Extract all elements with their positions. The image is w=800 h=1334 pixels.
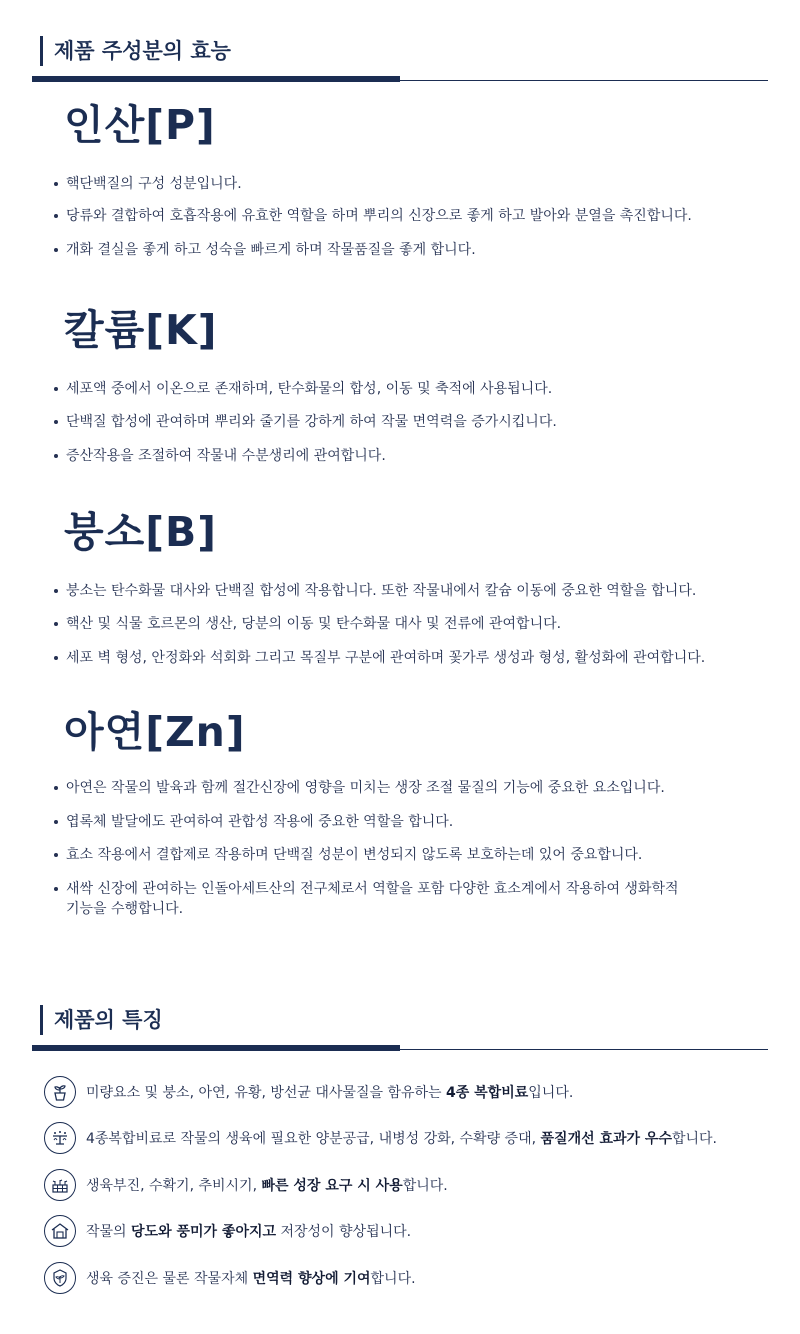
feature-text: 작물의 당도와 풍미가 좋아지고 저장성이 향상됩니다. <box>86 1224 412 1240</box>
section-rule-thick <box>32 76 400 82</box>
seedling-tray-icon <box>44 1169 76 1201</box>
bullet-dot <box>54 820 58 824</box>
bullet-dot <box>54 387 58 391</box>
bullet-dot <box>54 853 58 857</box>
nutrient-title: 칼륨[K] <box>64 306 218 354</box>
storage-house-icon <box>44 1215 76 1247</box>
section-rule-thick <box>32 1045 400 1051</box>
feature-item <box>44 1076 784 1112</box>
bullet-dot <box>54 656 58 660</box>
section-title: 제품의 특징 <box>54 1008 163 1032</box>
feature-text: 미량요소 및 붕소, 아연, 유황, 방선균 대사물질을 함유하는 4종 복합비료입니다. <box>86 1085 574 1101</box>
section-rule-thin <box>400 1049 768 1050</box>
feature-text: 생육부진, 수확기, 추비시기, 빠른 성장 요구 시 사용합니다. <box>86 1178 448 1194</box>
feature-item <box>44 1262 784 1298</box>
feature-text: 4종복합비료로 작물의 생육에 필요한 양분공급, 내병성 강화, 수확량 증대, 품질개선 효과가 우수합니다. <box>86 1131 718 1147</box>
nutrient-title: 아연[Zn] <box>64 708 246 756</box>
bullet-dot <box>54 420 58 424</box>
feature-text: 생육 증진은 물론 작물자체 면역력 향상에 기여합니다. <box>86 1271 416 1287</box>
potted-plant-icon <box>44 1076 76 1108</box>
bullet-dot <box>54 182 58 186</box>
bullet-dot <box>54 622 58 626</box>
bullet-dot <box>54 887 58 891</box>
bullet-dot <box>54 454 58 458</box>
section-rule-thin <box>400 80 768 81</box>
bullet-dot <box>54 248 58 252</box>
feature-item <box>44 1215 784 1251</box>
section-accent-bar <box>40 1005 43 1035</box>
nutrient-title: 붕소[B] <box>64 508 217 556</box>
feature-item <box>44 1169 784 1205</box>
nutrient-title: 인산[P] <box>64 101 216 149</box>
section-accent-bar <box>40 36 43 66</box>
feature-item <box>44 1122 784 1158</box>
shield-plant-icon <box>44 1262 76 1294</box>
bullet-dot <box>54 786 58 790</box>
section-title: 제품 주성분의 효능 <box>54 39 231 63</box>
bullet-dot <box>54 214 58 218</box>
bullet-dot <box>54 589 58 593</box>
sprinkler-icon <box>44 1122 76 1154</box>
